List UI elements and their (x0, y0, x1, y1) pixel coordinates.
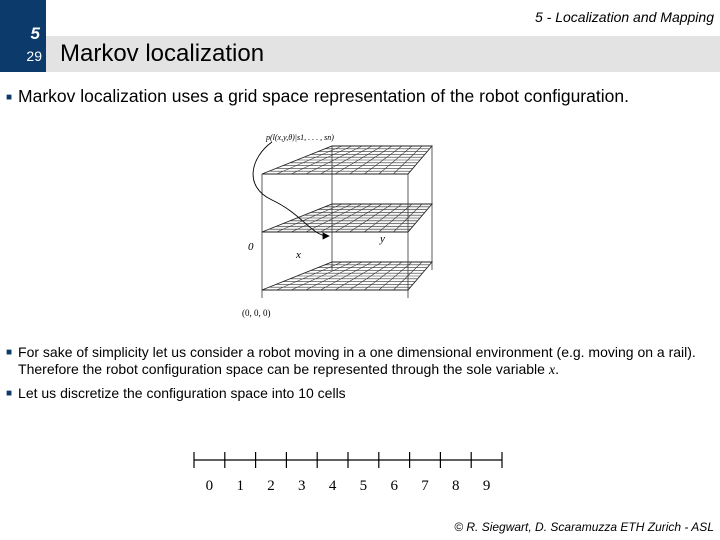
ruler-cell-label: 5 (359, 478, 368, 494)
list-item (6, 344, 706, 379)
x-axis-label: x (296, 249, 301, 261)
bullet-text: Let us discretize the configuration space into 10 cells (18, 385, 346, 401)
main-bullet (6, 86, 629, 107)
bullet-square-icon: ■ (6, 92, 13, 103)
ruler-cell-label: 6 (390, 478, 398, 494)
grid-layer (262, 262, 432, 290)
ruler-cell-label: 7 (421, 478, 429, 494)
ruler-cell-label: 8 (452, 478, 460, 494)
ruler-cell-label: 2 (267, 478, 275, 494)
grid-space-figure (232, 126, 446, 322)
slide-title: Markov localization (60, 40, 265, 67)
grid-layer (262, 204, 432, 232)
bullet-list (6, 344, 706, 408)
title-band (46, 36, 720, 72)
chapter-number: 5 (30, 24, 40, 43)
probability-formula: p(l(x,y,θ)|s1, . . . , sn) (266, 133, 334, 142)
footer-credit: © R. Siegwart, D. Scaramuzza ETH Zurich - ASL (454, 520, 714, 534)
corner-label: (0, 0, 0) (242, 308, 271, 318)
ruler-cell-label: 3 (298, 478, 306, 494)
bullet-square-icon: ■ (6, 388, 13, 399)
ruler-cell-label: 0 (205, 478, 214, 494)
ruler-cell-label: 9 (482, 478, 491, 494)
y-axis-label: y (380, 233, 385, 245)
bullet-text: For sake of simplicity let us consider a robot moving in a one dimensional environment (e.g. moving on a rail). Therefore the robot configuration space can be represented through the sole variable x. (18, 344, 696, 378)
discretization-ruler (190, 442, 506, 494)
page-number: 29 (26, 48, 42, 64)
main-bullet-text: Markov localization uses a grid space representation of the robot configuration. (18, 86, 629, 106)
section-header: 5 - Localization and Mapping (534, 9, 714, 25)
bullet-square-icon: ■ (6, 347, 13, 358)
grid-layer (262, 146, 432, 174)
ruler-cell-label: 4 (328, 478, 337, 494)
list-item (6, 385, 706, 402)
ruler-cell-label: 1 (236, 478, 244, 494)
origin-label: 0 (248, 241, 254, 253)
slide-number-box (0, 0, 46, 72)
